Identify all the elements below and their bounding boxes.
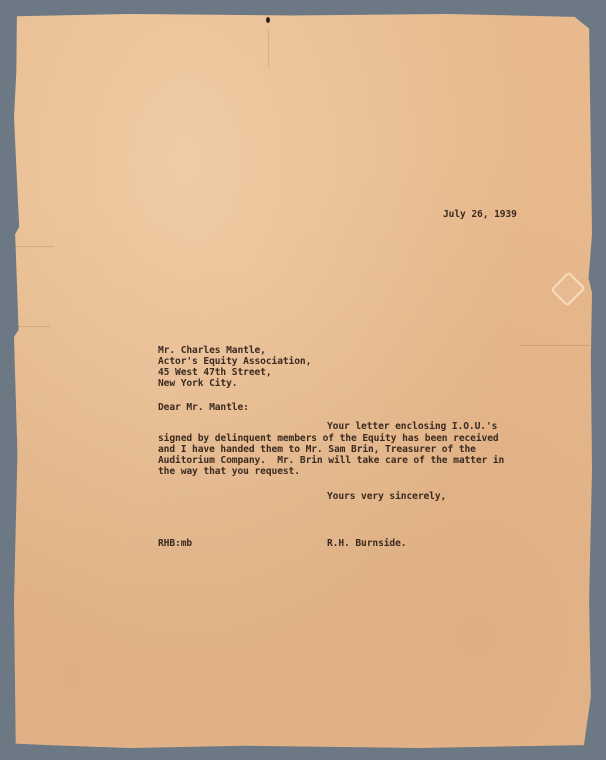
salutation: Dear Mr. Mantle: — [158, 402, 249, 413]
punch-hole — [266, 17, 270, 23]
signature-name: R.H. Burnside. — [327, 538, 407, 549]
closing: Yours very sincerely, — [327, 491, 447, 502]
body-line: the way that you request. — [158, 466, 300, 477]
edge-tear — [14, 326, 50, 327]
address-line: Actor's Equity Association, — [158, 356, 312, 367]
body-line: signed by delinquent members of the Equity has been received — [158, 433, 499, 444]
address-line: New York City. — [158, 378, 238, 389]
body-line: Auditorium Company. Mr. Brin will take care of the matter in — [158, 455, 505, 466]
recipient-address — [158, 345, 311, 389]
edge-tear — [520, 345, 590, 346]
edge-tear — [14, 246, 54, 247]
address-line: 45 West 47th Street, — [158, 367, 272, 378]
letter-date: July 26, 1939 — [443, 209, 517, 220]
body-line: and I have handed them to Mr. Sam Brin, Treasurer of the — [158, 444, 476, 455]
letter-body — [158, 433, 504, 477]
address-line: Mr. Charles Mantle, — [158, 345, 266, 356]
typist-initials: RHB:mb — [158, 538, 193, 549]
body-first-line: Your letter enclosing I.O.U.'s — [327, 421, 498, 432]
crease-mark — [268, 28, 269, 68]
